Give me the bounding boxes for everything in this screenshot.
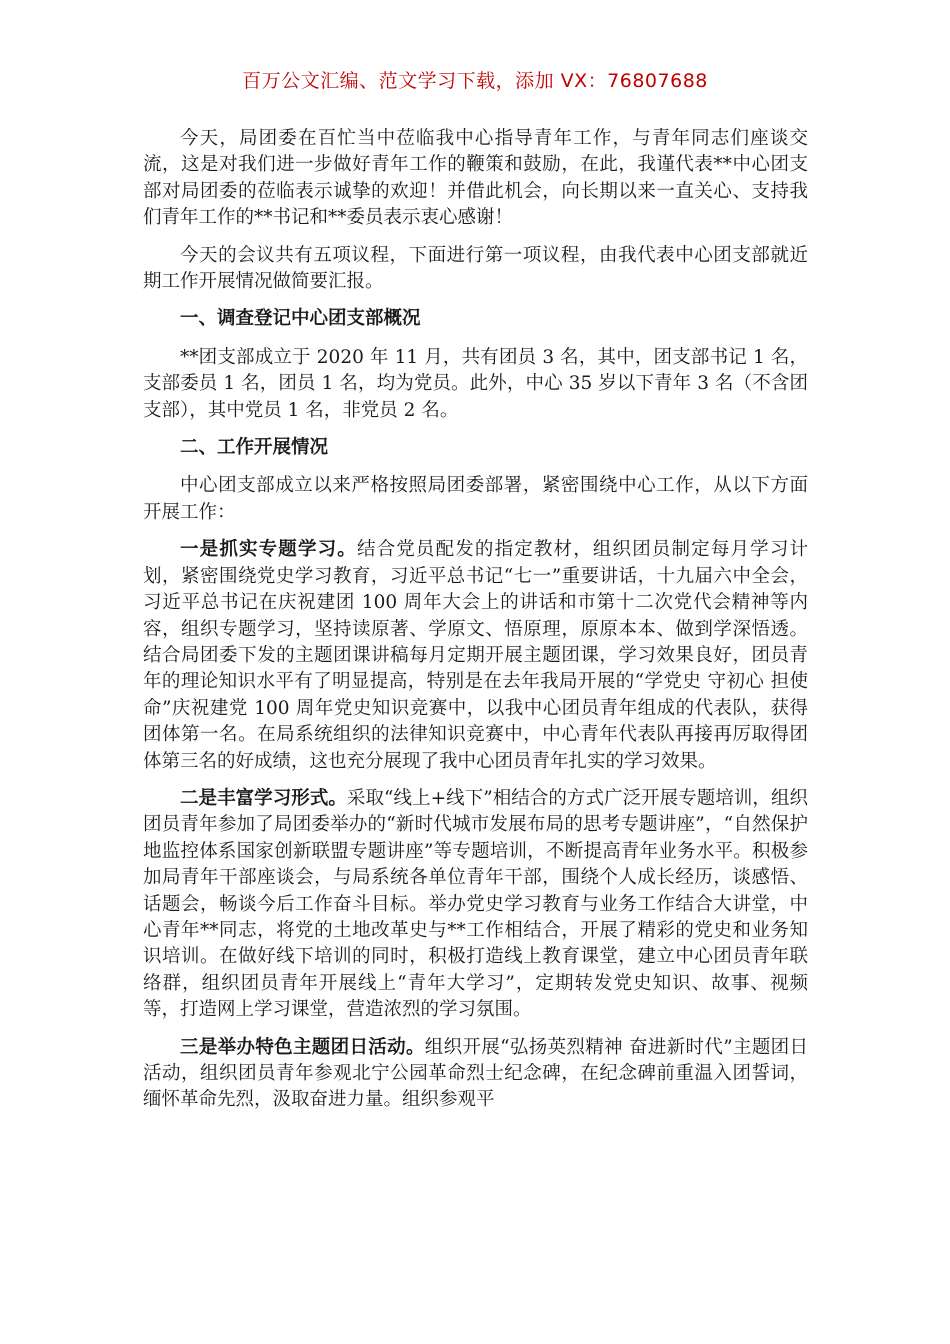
watermark-header: 百万公文汇编、范文学习下载，添加 VX：76807688 xyxy=(242,70,708,92)
paragraph-forms-text: 采取“线上+线下”相结合的方式广泛开展专题培训，组织团员青年参加了局团委举办的“新时代城市发展布局的思考专题讲座”，“自然保护地监控体系国家创新联盟专题讲座”等专题培训，不断提高青年业务水平。积极参加局青年干部座谈会，与局系统各单位青年干部，围绕个人成长经历，谈感悟、话题会，畅谈今后工作奋斗目标。举办党史学习教育与业务工作结合大讲堂，中心青年**同志，将党的土地改革史与**工作相结合，开展了精彩的党史和业务知识培训。在做好线下培训的同时，积极打造线上教育课堂，建立中心团员青年联络群，组织团员青年开展线上“青年大学习”，定期转发党史知识、故事、视频等，打造网上学习课堂，营造浓烈的学习氛围。 xyxy=(143,787,808,1021)
paragraph-forms xyxy=(143,786,808,1024)
paragraph-study-text: 结合党员配发的指定教材，组织团员制定每月学习计划，紧密围绕党史学习教育，习近平总书记“七一”重要讲话，十九届六中全会，习近平总书记在庆祝建团 100 周年大会上的讲话和市第十二次党代会精神等内容，组织专题学习，坚持读原著、学原文、悟原理，原原本本、做到学深悟透。结合局团委下发的主题团课讲稿每月定期开展主题团课，学习效果良好，团员青年的理论知识水平有了明显提高，特别是在去年我局开展的“学党史 守初心 担使命”庆祝建党 100 周年党史知识竞赛中，以我中心团员青年组成的代表队，获得团体第一名。在局系统组织的法律知识竞赛中，中心青年代表队再接再厉取得团体第三名的好成绩，这也充分展现了我中心团员青年扎实的学习效果。 xyxy=(143,539,808,772)
paragraph-forms-lead: 二是丰富学习形式。 xyxy=(180,787,347,809)
paragraph-work-intro: 中心团支部成立以来严格按照局团委部署，紧密围绕中心工作，从以下方面开展工作： xyxy=(143,475,808,523)
paragraph-agenda: 今天的会议共有五项议程，下面进行第一项议程，由我代表中心团支部就近期工作开展情况做简要汇报。 xyxy=(143,244,808,293)
section-heading-work: 二、工作开展情况 xyxy=(180,437,329,459)
paragraph-welcome: 今天，局团委在百忙当中莅临我中心指导青年工作，与青年同志们座谈交流，这是对我们进一步做好青年工作的鞭策和鼓励，在此，我谨代表**中心团支部对局团委的莅临表示诚挚的欢迎！并借此机会，向长期以来一直关心、支持我们青年工作的**书记和**委员表示衷心感谢！ xyxy=(143,128,808,229)
paragraph-activities-text: 组织开展“弘扬英烈精神 奋进新时代”主题团日活动，组织团员青年参观北宁公园革命烈士纪念碑，在纪念碑前重温入团誓词，缅怀革命先烈，汲取奋进力量。组织参观平 xyxy=(143,1036,808,1111)
paragraph-activities xyxy=(143,1035,808,1114)
paragraph-study-lead: 一是抓实专题学习。 xyxy=(180,539,357,561)
paragraph-overview: **团支部成立于 2020 年 11 月，共有团员 3 名，其中，团支部书记 1 名，支部委员 1 名，团员 1 名，均为党员。此外，中心 35 岁以下青年 3 名（不含团支部），其中党员 1 名，非党员 2 名。 xyxy=(143,346,808,421)
paragraph-study xyxy=(143,537,808,775)
paragraph-activities-lead: 三是举办特色主题团日活动。 xyxy=(180,1036,425,1058)
document-body xyxy=(143,126,808,1125)
section-heading-overview: 一、调查登记中心团支部概况 xyxy=(180,308,421,330)
